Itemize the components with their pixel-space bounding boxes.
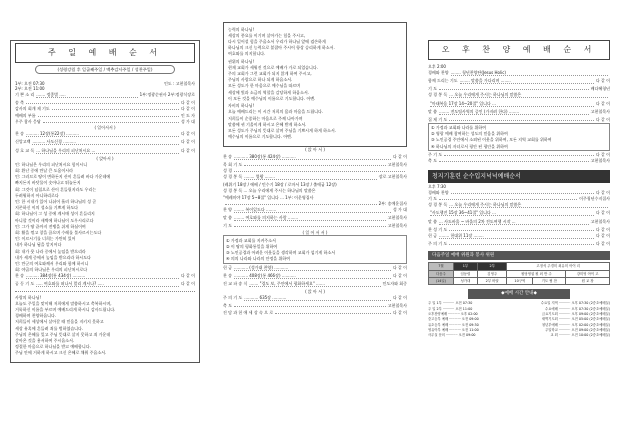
schedule-entry: 수요예배 ··········· 오후 07:30 (2층초예배실) <box>545 306 610 311</box>
order-list-3 <box>15 273 195 289</box>
prayer-line: 말씀에 귀 기울이게 하시고 은혜 받게 하소서. <box>228 121 307 127</box>
order-item-r: 인도자와 회중 <box>382 280 407 286</box>
order-item-r: 고현철목사 <box>387 161 407 167</box>
prayer-line: 모든 성도가 한 마음으로 예수님을 따르며 <box>228 83 301 89</box>
order-item-m <box>444 152 594 156</box>
afternoon-time: 오후 2:00 <box>428 63 446 69</box>
schedule-bar: ◆예배 시간 안내◆ <box>468 289 570 299</box>
prayer-line: 살아온 것을 용서하여 주시옵소서. <box>15 337 75 343</box>
order-item-r: 다 같 이 <box>180 273 195 279</box>
order-item-m: ........ 헌대위 11장 ........ <box>439 233 594 239</box>
order-item-m <box>26 100 179 104</box>
order-item-m: ........ 여호와를 의지하는 사람 ........ <box>234 215 386 221</box>
order-item <box>15 281 195 289</box>
order-item-l: 헌 금 <box>223 264 232 270</box>
order-list-mid <box>223 153 407 182</box>
order-item-r: 다 같 이 <box>595 241 610 247</box>
next-week-cell: 다음주 <box>429 270 454 277</box>
order-item-m: ........ 전도팀사역의 증인 (가지려 한다) ........ <box>439 109 589 115</box>
order-item-l: 찬 성 기 도 <box>428 226 448 232</box>
order-item-m <box>439 158 589 162</box>
reading-line: 인: 하나님은 우리의 피난처시요 힘이시니 <box>15 161 88 167</box>
order-item-l: 축 도 <box>428 158 437 164</box>
order-item-r: 다 같 이 <box>595 151 610 157</box>
order-item-r: 다 같 이 <box>595 100 610 106</box>
order-item-r: 장로 고현철목사 <box>378 174 407 180</box>
order-item-r: 다 같 이 <box>595 233 610 239</box>
order-item-m <box>43 119 179 123</box>
order-item-l: 경배와 찬양 <box>428 69 449 75</box>
afternoon-service-title: 오 후 찬 양 예 배 순 서 <box>428 40 610 60</box>
reading-line: 지존하신 이의 성소를 기쁘게 하도다 <box>15 205 79 211</box>
order-item-r: 다 같 이 <box>595 189 610 195</box>
main-service-title: 주 일 예 배 순 서 <box>15 43 195 63</box>
order-item-r: 이주청년수지집사 <box>579 196 610 202</box>
order-item-r: 다 같 이 <box>180 139 195 145</box>
reading-line: 회: 야곱의 하나님은 우리의 피난처시로다 <box>15 267 88 273</box>
prayer-line: 오늘 예배드리는 이 시간 저희의 몸과 마음을 드립니다. <box>228 109 324 115</box>
prayer-topic: ④ 의의 나라와 나라의 안정을 위하여 <box>226 256 291 262</box>
order-item-l: 기 쁜 소 리 <box>15 92 35 98</box>
afternoon-prayer-topics <box>428 123 610 152</box>
order-item-r: 고현철목사 <box>590 218 610 224</box>
prayer-line: 주님 안에 거하게 하시고 크신 은혜로 채워 주옵소서. <box>15 350 107 356</box>
order-item-m: ... 오늘 우리에게 주시는 하나님의 말씀은 <box>449 202 608 208</box>
order-item-m: "사도행전 15장 36~41절" 입니다 ... <box>430 210 594 216</box>
order-item-r: 다 같 이 <box>595 77 610 83</box>
responsive-reading <box>15 161 195 272</box>
order-item-m <box>234 168 405 172</box>
prayer-topic: ③ 노인공경 주안에서 소외된 이웃을 위하여, 모든 지역 교회를 위하여 <box>431 137 552 143</box>
order-item-m: .......... 사도신경 .......... <box>32 139 178 145</box>
standup-marker: ( 일어서서 ) <box>94 124 116 130</box>
schedule-entry: 사무실 문의 ··········· 오전 09:00 <box>428 333 476 338</box>
order-item <box>223 174 407 182</box>
prayer-line: 능력의 하나님! <box>228 26 255 32</box>
prayer-line: 주의 교회가 그런 교회가 되지 않게 하여 주시고, <box>228 71 312 77</box>
order-item-m: ........... 408장(통 466장) ........... <box>234 273 391 279</box>
schedule-entry: 청년부예배 ··········· 오후 02:00 (2층초예배실) <box>541 322 610 327</box>
service-times <box>15 80 195 91</box>
roster-cell: 기도 협 찬 <box>533 277 566 284</box>
order-item-l: 기 도 <box>428 196 437 202</box>
order-item <box>223 309 407 315</box>
order-item-m <box>52 106 179 110</box>
roster-cell: 임동렬 <box>453 270 477 277</box>
order-item-m <box>225 201 377 205</box>
order-item-m: ..... 여호와를 떠나서 멀리 계시나? ..... <box>36 281 179 287</box>
order-item-m: ........ 청년찬양단(Jesus Holic) <box>451 70 608 76</box>
service-time-1: 1부: 오전 07:30 <box>15 80 45 86</box>
order-item <box>428 157 610 163</box>
reading-line: 인: 만군의 여호와께서 우리와 함께 하시니 <box>15 260 89 266</box>
part1-cell: 1부 <box>453 263 477 270</box>
order-item <box>15 91 195 99</box>
prayer-topic: ① 가정과 교회를 지켜주소서 <box>226 237 276 243</box>
order-item-l: 기 도 <box>428 86 437 92</box>
reading-line: 빠지든지 바닷물이 솟아나고 뛰놀든지 <box>15 180 81 186</box>
prayer-topic: ② 이 땅의 평화통일을 위하여 <box>226 243 278 249</box>
order-item-l: 성 경 봉 독 <box>428 92 448 98</box>
order-item-m <box>449 227 594 231</box>
order-item <box>428 218 610 226</box>
order-item <box>223 272 407 280</box>
order-item-l: 찬 송 <box>223 153 232 159</box>
next-week-bar: 다음주일 예배 위원과 봉사 위원 <box>428 251 610 261</box>
order-item <box>428 210 610 218</box>
prayer-line: 세상 유혹에 흔들려 죄를 범하였습니다. <box>15 325 84 331</box>
prayer-line: 주님의 은혜를 잊고 주님 뜻대로 살지 못하고 죄 가운데 <box>15 331 111 337</box>
reading-line: (레위기 18장 / 에베 / 민수기 18장 / 로마서 13장 / 출애굽 12장) <box>223 182 337 188</box>
order-item <box>223 153 407 161</box>
order-item-m <box>275 310 391 314</box>
reading-line: "예레미야 17장 5~8절" 입니다 ... 1부: 이운영집사 <box>223 194 314 200</box>
order-item <box>428 202 610 210</box>
order-item-m: ........ 말씀을 가다리며 ........ <box>460 78 594 84</box>
prayer-line: 저희들이 세상에서 살아갈 때 믿음을 지키지 못하고 <box>15 319 104 325</box>
roster-cell: 성가대 <box>453 277 477 284</box>
schedule-entry: 주 일 1부 ··········· 오전 07:30 <box>428 301 473 306</box>
date-cell: (14일) <box>429 277 454 284</box>
order-item-m: ........... 635장 ........... <box>244 295 391 301</box>
order-item <box>15 139 195 147</box>
prayer-line: 권위의 하나님! <box>228 58 255 64</box>
prayer-line: 정결한 마음으로 하나님을 받고 예배합니다. <box>15 344 91 350</box>
prayer-line: 현재 교회가 세워진 것으로 예배가 가로 되었습니다. <box>228 64 319 70</box>
afternoon-order-2 <box>428 151 610 163</box>
schedule-entry: 유초등부 예배 ··········· 오전 09:30 <box>428 322 479 327</box>
order-item-m <box>449 117 594 121</box>
sitdown-marker-3: ( 앉 아 서 ) <box>305 289 325 295</box>
order-item-r: 다 같 이 <box>595 210 610 216</box>
roster-cell: 원당영섭 원 외 반 주 <box>507 270 566 277</box>
prayer-line: 거룩하신 이름을 부르며 예배드리게 하시니 감사드립니다. <box>15 307 116 313</box>
order-item-l: 진 담 과 헌 애 세 상 속 으 로 <box>223 309 274 315</box>
order-item-l: 찬 송 <box>15 273 24 279</box>
order-list-mid-4 <box>223 295 407 316</box>
order-item-l: 찬 송 <box>15 131 24 137</box>
readings <box>223 182 407 201</box>
reading-line: 내가 세계 중에서 높임을 받으리라 하시도다 <box>15 254 91 260</box>
roster-cell: 고정석 주경미 최유미 아이 리 <box>507 263 610 270</box>
evening-order <box>428 189 610 247</box>
prayer-line: 이 모든 것을 예수님의 이름으로 기도합니다. 아멘. <box>228 95 316 101</box>
order-item-l: 집 제 기 도 <box>428 116 448 122</box>
order-item-l: 찬 송 <box>223 272 232 278</box>
evening-service-bar: 청지기훈련 순수입지넉넉예배순서 <box>428 170 610 184</box>
prayer-topic: ① 가정과 교회와 나라를 위하여 <box>431 125 487 131</box>
standup-marker-2: ( 일 어 서 서 ) <box>302 229 328 235</box>
order-item-m <box>38 113 179 117</box>
reading-line: 회: 그것이 넘칠으로 산이 흔들릴지라도 우리는 <box>15 186 97 192</box>
order-item-r: 다 같 이 <box>180 131 195 137</box>
reading-line: 인: 한 시내가 있어 나뉘어 흘러 하나님의 성 곧 <box>15 199 97 205</box>
schedule-entry: 금요기도회 ··········· 오후 09:00 (2층초예배실) <box>541 312 610 316</box>
schedule-entry: 주 일 2부 ··········· 오전 11:00 <box>428 306 473 311</box>
order-item-l: 우주 참사 응답 <box>15 118 41 124</box>
order-item-l: 감사의 회개 제 기도 <box>15 106 50 112</box>
order-list-2 <box>15 131 195 156</box>
sitdown-marker-2: ( 앉 아 서 ) <box>305 147 325 153</box>
reading-line: 인: 그러므로 땅이 변하든지 산이 흔들려 바다 가운데에 <box>15 174 111 180</box>
order-item-r: 고현철목사 <box>590 158 610 164</box>
order-item-l: 성 경 봉 독 <box>428 202 448 208</box>
order-item-r: 다 같 이 <box>180 106 195 112</box>
order-item-r: 다 같 이 <box>180 100 195 106</box>
prayer-line: 예수님의 이름으로 기도합니다. 아멘. <box>228 134 293 140</box>
reading-line: 두려워하지 아니하리로다 <box>15 192 59 198</box>
reading-line: 회: 환난 중에 만날 큰 도움이시라 <box>15 168 73 174</box>
order-item-r: 다 같 이 <box>595 116 610 122</box>
service-time-2: 2부: 오전 11:00 <box>15 85 45 91</box>
order-item <box>428 69 610 77</box>
order-item-m <box>439 86 589 90</box>
order-item <box>223 280 407 288</box>
order-item-r: 인 도 자 <box>180 112 195 118</box>
roster-cell: 강미영 아이 고 <box>566 270 610 277</box>
order-item-l: 말 씀 <box>428 218 437 224</box>
evening-time: 오후 7:30 <box>428 183 446 189</box>
order-item <box>15 131 195 139</box>
order-item-l: 진 교 파 송 식 <box>223 280 248 286</box>
afternoon-order <box>428 69 610 122</box>
order-item <box>223 206 407 214</box>
order-item-r: 다 같 이 <box>392 295 407 301</box>
month-cell: 7월 <box>429 263 454 270</box>
prayer-line: 자비의 하나님! <box>228 103 255 109</box>
order-list-mid-2 <box>223 200 407 229</box>
order-item-m: .......... 384장(통 434장) .......... <box>26 273 179 279</box>
order-item-l: 공 동 기 도 <box>15 281 35 287</box>
order-list <box>15 91 195 124</box>
order-item-m: ....... "경도 보, 주안에서 평화하세요" ....... <box>249 281 380 287</box>
main-service-box <box>10 40 200 363</box>
order-item-m: "마태복음 17장 14~20절" 입니다 ... <box>430 101 594 107</box>
order-list-mid-3 <box>223 264 407 289</box>
part2-cell: 2부 <box>478 263 507 270</box>
prayer-line: 세상의 풍요를 이기며 살아가는 힘을 주시고, <box>228 32 306 38</box>
order-item-m: ........... 380장(통 424장) ........... <box>234 154 391 160</box>
prayer-line: 사랑의 하나님! <box>15 294 42 300</box>
reading-line: 아니할 것이라 새벽에 하나님이 도우시리로다 <box>15 217 94 223</box>
order-item-r: 성 가 대 <box>392 207 407 213</box>
order-item-l: 기 도 <box>223 223 232 229</box>
prayer-topic: ③ 노인공경과 어려운 이웃들을 생각하며 교회가 섬기게 하소서 <box>226 250 336 256</box>
roster-cell: 2부 바달 <box>478 277 507 284</box>
schedule-entry: 주일학교 ··········· 오전 09:00 (2층초예배실) <box>545 327 610 332</box>
order-item-l: 성 경 봉 독 <box>223 174 243 180</box>
schedule-entry: 오후찬양예배 ··········· 오후 02:00 <box>428 312 478 316</box>
next-week-table <box>428 262 610 285</box>
order-item <box>428 92 610 100</box>
order-item <box>15 273 195 281</box>
prayer-line: 다시 일어설 힘을 주옵소서 우리가 하나님 앞에 겸손하게 <box>228 38 326 44</box>
order-item-r: 다 같 이 <box>595 226 610 232</box>
roster-cell: 김영주 <box>478 270 507 277</box>
order-item-m <box>449 241 594 245</box>
reading-line: 회: 내가 뭇 나라 중에서 높임을 받으리라 <box>15 248 86 254</box>
order-item-l: 헌 금 <box>428 233 437 239</box>
order-item-m: ....... 정좋별 ..... <box>36 92 137 98</box>
prayer-line: 경배하며 찬양하옵니다. <box>15 313 57 319</box>
order-item-m: ........ 복이있도다 ........ <box>234 207 391 213</box>
order-item-m: ... 사도바울 ~ 바울의 2차 전도여행 시작 ... <box>439 219 589 225</box>
prayer-line: 주님의 사랑으로 하나 되게 하옵소서. <box>228 77 293 83</box>
order-item-m: ... 오늘 우리에게 주시는 하나님의 말씀은 <box>449 92 608 98</box>
schedule-row <box>428 333 610 338</box>
order-item-l: 예배의 부름 <box>15 112 36 118</box>
reading-line: 성 경 봉 독 ... 오늘 우리에게 주시는 하나님의 말씀은 <box>223 188 316 194</box>
schedule-entry: 교 회 ··········· 오전 10:00 (2층초예배실) <box>550 333 610 338</box>
prayer-text <box>15 294 195 356</box>
order-item <box>428 241 610 247</box>
order-item <box>223 264 407 272</box>
order-item-r: 고현철목사 <box>387 215 407 221</box>
order-item-l: 신앙고백 <box>15 139 31 145</box>
order-item-r: 다 같 이 <box>392 153 407 159</box>
prayer-line: 모든 성도가 주님의 뜻대로 살며 주님을 기쁘시게 하게 하소서. <box>228 127 337 133</box>
prayer-line: 오늘도 주일을 맞이해 저희에게 말씀하시고 축복하시며, <box>15 300 112 306</box>
reading-line: 회: 활을 꺾고 창을 끊으며 수레를 불사르시는도다 <box>15 229 102 235</box>
order-item-l: 함께 드리는 기도 <box>428 77 458 83</box>
prayer-line: 저희들이 순종하는 마음으로 주께 나아가며 <box>228 115 303 121</box>
order-item-m: ........ 열왕 ........ <box>244 174 376 180</box>
order-item-l: 주 기 도 <box>428 151 443 157</box>
order-item-l: 말 씀 <box>428 108 437 114</box>
order-item-r: 배다혜청년 <box>590 86 610 92</box>
schedule-entry: 영유아부 예배 ··········· 오전 11:00 <box>428 327 479 332</box>
roster-cell: 원 교 장 <box>566 277 610 284</box>
order-item-l: 목 회 기 도 <box>223 161 243 167</box>
order-item-r: 고현철목사 <box>387 303 407 309</box>
sitdown-marker: ( 앉아서 ) <box>96 155 114 161</box>
order-item-l: 주 의 기 도 <box>428 241 448 247</box>
prayer-topic: ④ 하나님의 자녀로서 평안 된 평안을 위하여 <box>431 143 508 149</box>
prayer-line: 여호와를 의지합니다. <box>228 51 266 57</box>
roster-cell: 10구역 <box>507 277 533 284</box>
order-item-r: 다 같 이 <box>180 281 195 287</box>
prayer-continued <box>228 26 402 140</box>
schedule-entry: 중고등부 예배 ··········· 오전 09:00 <box>428 317 479 322</box>
order-item <box>428 100 610 108</box>
order-item-l: 말 씀 <box>223 215 232 221</box>
order-item-m <box>234 223 386 227</box>
order-item-l: 찬 양 <box>223 207 232 213</box>
prayer-topics <box>223 235 407 264</box>
order-item-r: 다 같 이 <box>392 309 407 315</box>
order-item-l: 성 호 교 독 <box>15 147 35 153</box>
order-item-l: 성 경 <box>223 167 232 173</box>
order-item <box>15 147 195 155</box>
order-item-l: 축 도 <box>223 303 232 309</box>
schedule-entry: 수요일 지역 ··········· 오후 07:30 (2층초예배실) <box>540 301 610 306</box>
order-item-m: ... 하나님을 우리의 피난처시요 ... <box>36 148 179 154</box>
reading-line: 인: 그가 땅 끝까지 전쟁을 쉬게 하심이여 <box>15 223 86 229</box>
order-item-m: ........... (성가대 찬양) ........... <box>234 265 391 271</box>
order-item-m <box>439 196 577 200</box>
order-item-l: 송 축 <box>15 100 24 106</box>
order-item-m <box>234 303 386 307</box>
order-item <box>223 215 407 223</box>
order-item <box>428 77 610 85</box>
schedule-entry: 새벽기도회 ··········· 오전 05:00 (2층초예배실) <box>541 317 610 322</box>
prayer-cont-box <box>223 22 407 147</box>
order-item-r: 다 같 이 <box>392 264 407 270</box>
reading-line: 회: 하나님이 그 성 중에 계시매 성이 흔들리지 <box>15 211 95 217</box>
reading-line: 내가 하나님 됨을 알지어다 <box>15 242 62 248</box>
prayer-line: 세상에 빛과 소금의 역할을 감당하게 하옵소서. <box>228 89 310 95</box>
main-service-subtitle: (성령강림 후 일곱째주일 / 맥추감사주일 / 성찬주일) <box>35 65 175 74</box>
order-item-m <box>244 162 385 166</box>
prayer-topic: ② 영광 예배 참여하는 성도의 믿음을 위하여 <box>431 131 508 137</box>
schedule-list <box>428 301 610 338</box>
order-item <box>223 295 407 303</box>
order-item-r: 고현철목사 <box>590 108 610 114</box>
prayer-line: 하나님의 크신 능력으로 붙잡아 주시어 항상 승리하게 하소서. <box>228 45 335 51</box>
order-item-l: 경배와 찬양 <box>428 189 449 195</box>
order-item-r: 다 같 이 <box>392 272 407 278</box>
order-item-r: 1부:정광순권사 2부:정광식장로 <box>139 92 195 98</box>
order-item-m <box>451 190 594 194</box>
right-column <box>414 0 620 424</box>
middle-column <box>207 0 413 424</box>
order-item-m: .......... 12장(통22장) .......... <box>26 131 179 137</box>
order-item-r: 고현철목사 <box>387 223 407 229</box>
order-item-r: 2부: 송예운집사 <box>378 200 407 206</box>
reading-line: 인: 이르시기를 너희는 가만히 있어 <box>15 236 76 242</box>
presider: 인도 : 고현철목사 <box>164 80 195 86</box>
order-item-l: 주 의 기 도 <box>223 295 243 301</box>
order-item-r: 다 같 이 <box>180 147 195 153</box>
order-item <box>428 108 610 116</box>
left-column <box>0 0 206 424</box>
order-item-r: 성 가 대 <box>180 118 195 124</box>
order-item <box>428 232 610 240</box>
